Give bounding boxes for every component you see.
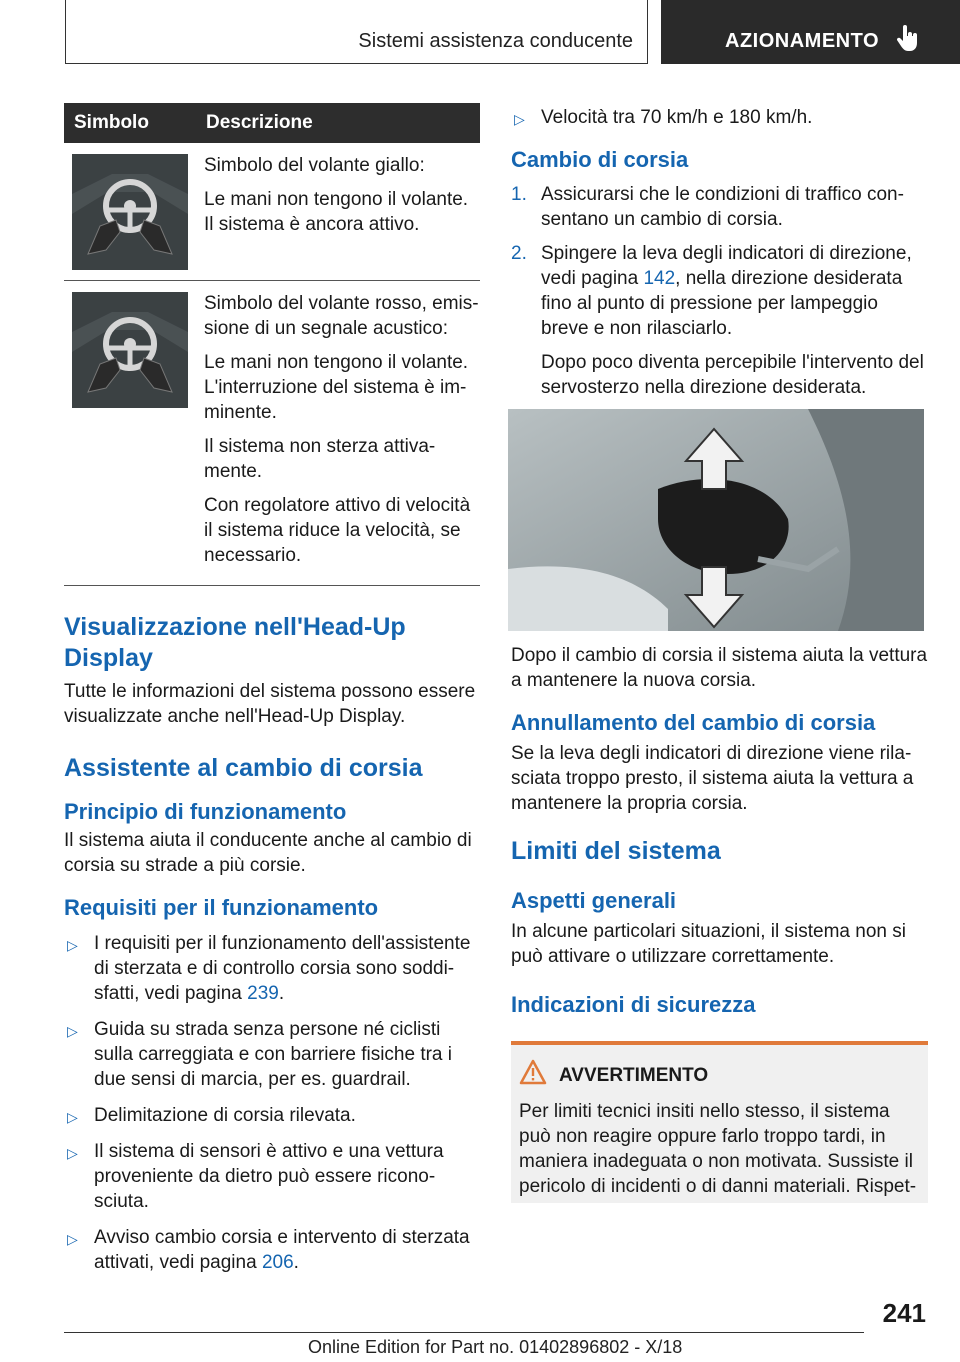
row2-line1: Simbolo del volante rosso, emis-sione di un segnale acustico: xyxy=(204,293,479,339)
table-header-symbol: Simbolo xyxy=(64,103,194,143)
list-item: 1. Assicurarsi che le condizioni di traffico con-sentano un cambio di corsia. xyxy=(511,184,904,230)
requirements-list xyxy=(64,931,480,1275)
triangle-bullet-icon: ▷ xyxy=(67,1109,78,1125)
heading-lane-change: Cambio di corsia xyxy=(511,147,689,172)
row1-line1: Simbolo del volante giallo: xyxy=(204,155,425,176)
paragraph-cancel: Se la leva degli indicatori di direzione viene rila-sciata troppo presto, il sistema aiuta la vettura a mantenere la propria corsia. xyxy=(511,743,914,814)
list-item: ▷ I requisiti per il funzionamento dell'assistente di sterzata e di controllo corsia sono soddi-sfatti, vedi pagina 239. xyxy=(67,933,471,1004)
symbol-table xyxy=(64,103,480,586)
header-chapter-box xyxy=(661,0,960,64)
red-steering-wheel-icon xyxy=(72,292,188,408)
table-row xyxy=(64,281,480,586)
steps-list xyxy=(511,182,928,400)
heading-general: Aspetti generali xyxy=(511,888,677,913)
header-section-title: Sistemi assistenza conducente xyxy=(358,30,633,52)
page-link[interactable]: 142 xyxy=(643,268,676,289)
heading-hud: Visualizzazione nell'Head-Up Display xyxy=(64,613,406,672)
hand-pointer-icon xyxy=(897,25,921,53)
turn-signal-lever-photo xyxy=(508,409,924,631)
step-note: Dopo poco diventa percepibile l'intervento del servosterzo nella direzione desiderata. xyxy=(541,352,924,398)
list-item: ▷ Avviso cambio corsia e intervento di sterzata attivati, vedi pagina 206. xyxy=(67,1227,470,1273)
warning-text: Per limiti tecnici insiti nello stesso, il sistema può non reagire oppure farlo troppo tardi, in maniera inadeguata o non motivata. Sussiste il pericolo di incidenti o di danni materiali. Rispet- xyxy=(519,1101,917,1197)
triangle-bullet-icon: ▷ xyxy=(67,1145,78,1161)
list-item: ▷ Velocità tra 70 km/h e 180 km/h. xyxy=(511,105,928,130)
page-link[interactable]: 239 xyxy=(247,983,279,1004)
warning-box xyxy=(511,1041,928,1203)
heading-requirements: Requisiti per il funzionamento xyxy=(64,895,379,920)
triangle-bullet-icon: ▷ xyxy=(67,937,78,953)
footer-divider xyxy=(64,1332,864,1333)
paragraph-hud: Tutte le informazioni del sistema possono essere visualizzate anche nell'Head-Up Display. xyxy=(64,681,476,727)
page-link[interactable]: 206 xyxy=(261,1252,294,1273)
page-number: 241 xyxy=(882,1298,926,1328)
triangle-bullet-icon: ▷ xyxy=(67,1023,78,1039)
paragraph-after-change: Dopo il cambio di corsia il sistema aiuta la vettura a mantenere la nuova corsia. xyxy=(511,645,928,691)
list-item: ▷ Guida su strada senza persone né ciclisti sulla carreggiata e con barriere fisiche tra i due sensi di marcia, per es. guardrail. xyxy=(67,1019,453,1090)
yellow-steering-wheel-icon xyxy=(72,154,188,270)
header-chapter-title: AZIONAMENTO xyxy=(725,30,880,52)
list-item: ▷ Il sistema di sensori è attivo e una vettura proveniente da dietro può essere ricono-sciuta. xyxy=(67,1141,444,1212)
heading-principle: Principio di funzionamento xyxy=(64,799,347,824)
table-row xyxy=(64,143,480,281)
list-item: ▷ Delimitazione di corsia rilevata. xyxy=(64,1103,480,1128)
warning-triangle-icon xyxy=(519,1059,547,1085)
right-column xyxy=(511,103,928,1203)
row2-line3: Il sistema non sterza attiva-mente. xyxy=(204,436,436,482)
row1-line2: Le mani non tengono il volante. Il sistema è ancora attivo. xyxy=(204,189,469,235)
row2-line4: Con regolatore attivo di velocità il sistema riduce la velocità, se necessario. xyxy=(204,495,471,566)
triangle-bullet-icon: ▷ xyxy=(67,1231,78,1247)
list-item: 2. Spingere la leva degli indicatori di direzione, vedi pagina 142, nella direzione desiderata fino al punto di pressione per lampeggio breve e non rilasciarlo. Dopo poco diventa percepibile l'intervento del servosterzo nella direzione desiderata. xyxy=(511,241,928,400)
footer-edition: Online Edition for Part no. 01402896802 - X/18 xyxy=(308,1337,683,1357)
heading-cancel: Annullamento del cambio di corsia xyxy=(511,710,876,735)
triangle-bullet-icon: ▷ xyxy=(514,111,525,127)
paragraph-principle: Il sistema aiuta il conducente anche al cambio di corsia su strade a più corsie. xyxy=(64,830,472,876)
speed-bullet-list xyxy=(511,105,928,130)
paragraph-general: In alcune particolari situazioni, il sistema non si può attivare o utilizzare correttamente. xyxy=(511,921,906,967)
warning-title: AVVERTIMENTO xyxy=(559,1065,920,1087)
heading-limits: Limiti del sistema xyxy=(511,837,721,865)
row2-line2: Le mani non tengono il volante. L'interruzione del sistema è im-minente. xyxy=(204,352,469,423)
heading-safety: Indicazioni di sicurezza xyxy=(511,992,756,1017)
header-section-box xyxy=(65,0,648,64)
left-column xyxy=(64,103,480,1286)
heading-lane-change-assistant: Assistente al cambio di corsia xyxy=(64,754,423,782)
table-header-description: Descrizione xyxy=(194,103,480,143)
